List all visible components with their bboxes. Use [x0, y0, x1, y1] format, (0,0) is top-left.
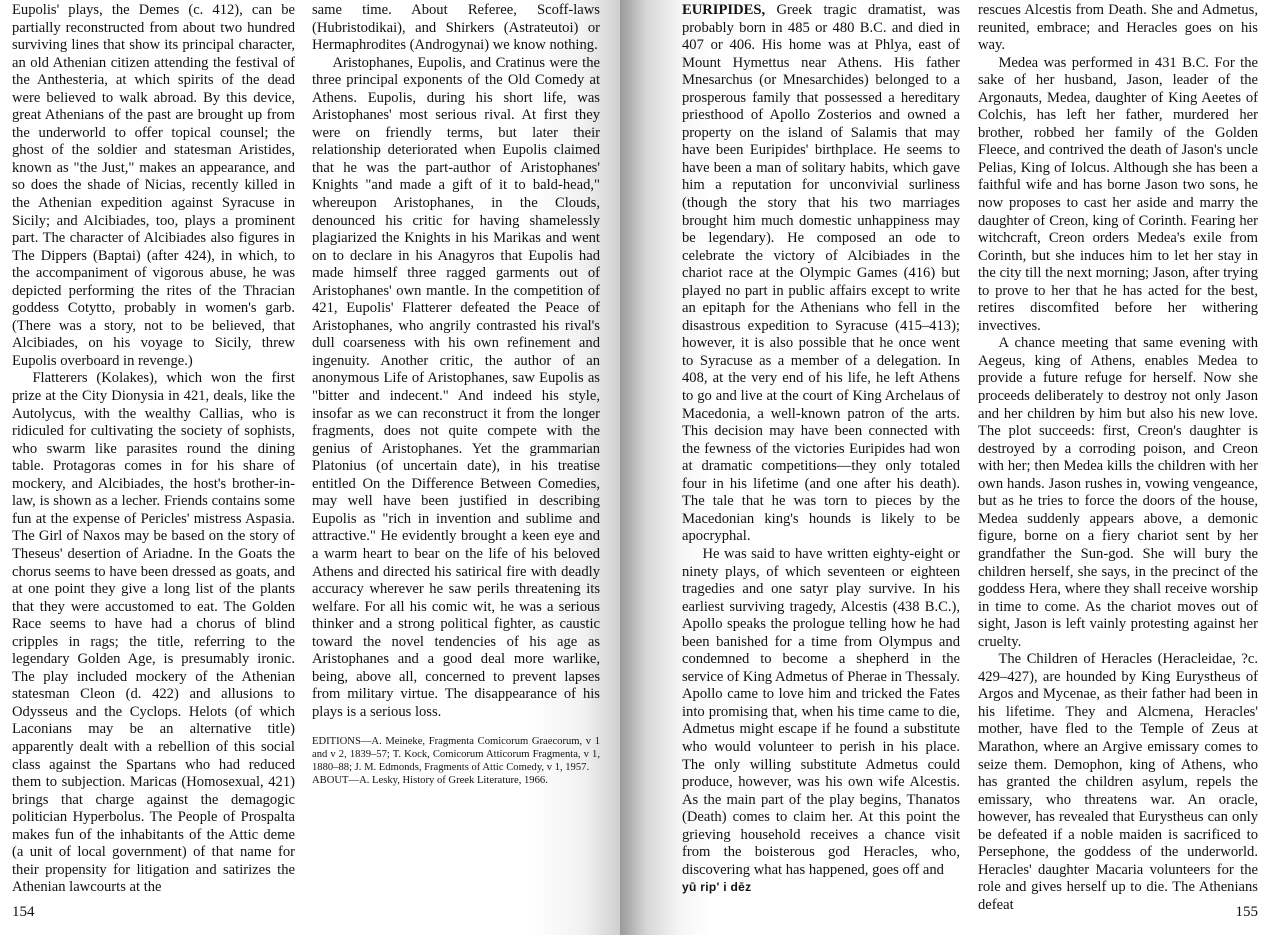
headword: EURIPIDES, [682, 2, 766, 18]
paragraph: Flatterers (Kolakes), which won the first prize at the City Dionysia in 421, deals, like the Autolycus, with the wealthy Callias, who is ridiculed for cultivating the society of sophists, who swarm like parasites round the dining table. Protagoras comes in for his share of mockery, and Alcibiades, the host's brother-in-law, is shown as a lecher. Friends contains some fun at the expense of Pericles' mistress Aspasia. The Girl of Naxos may be based on the story of Theseus' desertion of Ariadne. In the Goats the chorus seems to have been dressed as goats, and at one point they give a long list of the plants that they were accustomed to eat. The Golden Race seems to have had a chorus of blind cripples in rags; the title, referring to the legendary Golden Age, is presumably ironic. The play included mockery of the Athenian statesman Cleon (d. 422) and allusions to Odysseus and the Cyclops. Helots (of which Laconians may be an alternative title) apparently dealt with a rebellion of this social class against the Spartans who had reduced them to subjection. Maricas (Homosexual, 421) brings that charge against the demagogic politician Hyperbolus. The People of Prospalta makes fun of the inhabitants of the Attic deme (a unit of local government) of that name for their propensity for litigation and satirizes the Athenian lawcourts at the [12, 370, 295, 896]
paragraph: The Children of Heracles (Heracleidae, ?c. 429–427), are hounded by King Eurystheus of Argos and Mycenae, as their father had been in his lifetime. They and Alcmena, Heracles' mother, have fled to the Temple of Zeus at Marathon, where an Argive emissary comes to seize them. Demophon, king of Athens, who has granted the children asylum, repels the emissary, who threatens war. An oracle, however, has revealed that Eurystheus can only be defeated if a noble maiden is sacrificed to Persephone, the goddess of the underworld. Heracles' daughter Macaria volunteers for the role and gives herself up to die. The Athenians defeat [978, 651, 1258, 913]
bibliography-about: ABOUT—A. Lesky, History of Greek Literature, 1966. [312, 775, 548, 787]
pronunciation: yū rip' i dēz [682, 880, 752, 895]
paragraph: He was said to have written eighty-eight or ninety plays, of which seventeen or eighteen tragedies and one satyr play survive. In his earliest surviving tragedy, Alcestis (438 B.C.), Apollo speaks the prologue telling how he had been banished for a time from Olympus and condemned to become a shepherd in the service of King Admetus of Pherae in Thessaly. Apollo came to love him and tricked the Fates into promising that, when his time came to die, Admetus might escape if he found a substitute who would volunteer to perish in his place. The only willing substitute Admetus could produce, however, was his own wife Alcestis. As the main part of the play begins, Thanatos (Death) comes to claim her. At this point the grieving household receives a chance visit from the boisterous god Heracles, who, discovering what has happened, goes off and [682, 545, 960, 878]
left-column-2 [312, 2, 600, 787]
paragraph: rescues Alcestis from Death. She and Admetus, reunited, embrace; and Heracles goes on his way. [978, 2, 1258, 54]
left-page [0, 0, 620, 935]
paragraph: A chance meeting that same evening with Aegeus, king of Athens, enables Medea to provide a future refuge for herself. Now she proceeds deliberately to destroy not only Jason and her children by him but also his new love. The plot succeeds: first, Creon's daughter is destroyed by a corroding poison, and Creon with her; then Medea kills the children with her own hands. Jason rushes in, vowing vengeance, but as he tries to force the doors of the house, Medea suddenly appears above, a demonic figure, borne on a fiery chariot sent by her grandfather the Sun-god. She will bury the children herself, she says, in the precinct of the goddess Hera, where they shall receive worship in time to come. As the chariot moves out of sight, Jason is left vainly protesting against her cruelty. [978, 335, 1258, 650]
left-column-1 [12, 2, 295, 897]
paragraph: same time. About Referee, Scoff-laws (Hubristodikai), and Shirkers (Astrateutoi) or Hermaphrodites (Androgynai) we know nothing. [312, 2, 600, 54]
right-column-1 [682, 2, 960, 897]
paragraph: Eupolis' plays, the Demes (c. 412), can be partially reconstructed from about two hundred surviving lines that show its principal character, an old Athenian citizen attending the festival of the Anthesteria, at which spirits of the dead were believed to walk abroad. By this device, great Athenians of the past are brought up from the underworld to offer topical counsel; the ghost of the soldier and statesman Aristides, known as "the Just," makes an appearance, and so does the shade of Nicias, recently killed in the Athenian expedition against Syracuse in Sicily; and Alcibiades, too, plays a prominent part. The character of Alcibiades also figures in The Dippers (Baptai) (after 424), in which, to the accompaniment of vigorous abuse, he was depicted performing the rites of the Thracian goddess Cotytto, probably in women's garb. (There was a story, not to be believed, that Alcibiades, on his voyage to Sicily, threw Eupolis overboard in revenge.) [12, 2, 295, 369]
page-number: 154 [12, 904, 35, 920]
right-column-2 [978, 2, 1258, 914]
page-number: 155 [1235, 904, 1258, 920]
paragraph: Medea was performed in 431 B.C. For the sake of her husband, Jason, leader of the Argonauts, Medea, daughter of King Aeetes of Colchis, has left her father, murdered her brother, robbed her family of the Golden Fleece, and contrived the death of Jason's uncle Pelias, King of Iolcus. Although she has been a faithful wife and has borne Jason two sons, he now proposes to cast her aside and marry the daughter of Creon, king of Corinth. Fearing her witchcraft, Creon orders Medea's exile from Corinth, but she induces him to let her stay in the city till the next morning; Jason, after trying to prove to her that he has acted for the best, retires discomfited before her withering invectives. [978, 54, 1258, 334]
entry-opening [682, 2, 960, 546]
paragraph: Aristophanes, Eupolis, and Cratinus were the three principal exponents of the Old Comedy at Athens. Eupolis, during his short life, was Aristophanes' most serious rival. At first they were on friendly terms, but later their relationship deteriorated when Eupolis claimed that he was the part-author of Aristophanes' Knights "and made a gift of it to bald-head," whereupon Aristophanes, in the Clouds, denounced his critic for having shamelessly plagiarized the Knights in his Marikas and went on to declare in his Anagyros that Eupolis had made himself three ragged garments out of Aristophanes' own mantle. In the competition of 421, Eupolis' Flatterer defeated the Peace of Aristophanes, who angrily contrasted his rival's dull coarseness with his own refinement and ingenuity. Another critic, the author of an anonymous Life of Aristophanes, saw Eupolis as "bitter and indecent." And indeed his style, insofar as we can reconstruct it from the longer fragments, does not quite compete with the genius of Aristophanes. Yet the grammarian Platonius (of uncertain date), in his treatise entitled On the Difference Between Comedies, may well have been justified in describing Eupolis as "rich in invention and sublime and attractive." He evidently brought a keen eye and a warm heart to bear on the life of his beloved Athens and directed his satirical fire with deadly accuracy wherever he saw perils threatening its welfare. For all his comic wit, he was a serious thinker and a strong political fighter, as caustic toward the novel tendencies of his age as Aristophanes and a good deal more warlike, being, above all, concerned to prevent lapses from military virtue. The disappearance of his plays is a serious loss. [312, 54, 600, 720]
right-page [620, 0, 1280, 935]
paragraph: Greek tragic dramatist, was probably born in 485 or 480 B.C. and died in 407 or 406. His home was at Phlya, east of Mount Hymettus near Athens. His father Mnesarchus (or Mnesarchides) belonged to a prosperous family that possessed a hereditary priesthood of Apollo Zosterios and owned a property on the island of Salamis that may have been Euripides' birthplace. He seems to have been a man of solitary habits, which gave him a reputation for unconvivial surliness (though the story that his two marriages brought him much domestic unhappiness may be legendary). He composed an ode to celebrate the victory of Alcibiades in the chariot race at the Olympic Games (416) but played no part in public affairs except to write an epitaph for the Athenians who fell in the disastrous expedition to Syracuse (415–413); however, it is also possible that he once went to Syracuse as a member of a delegation. In 408, at the very end of his life, he left Athens to go and live at the court of King Archelaus of Macedonia, a well-known patron of the arts. This decision may have been connected with the fewness of the victories Euripides had won at dramatic competitions—they only totaled four in his lifetime (and one after his death). The tale that he was torn to pieces by the Macedonian king's hounds is likely to be apocryphal. [682, 2, 960, 545]
bibliography-editions: EDITIONS—A. Meineke, Fragmenta Comicorum Graecorum, v 1 and v 2, 1839–57; T. Kock, Comicorum Atticorum Fragmenta, v 1, 1880–88; J. M. Edmonds, Fragments of Attic Comedy, v 1, 1957. [312, 736, 600, 774]
